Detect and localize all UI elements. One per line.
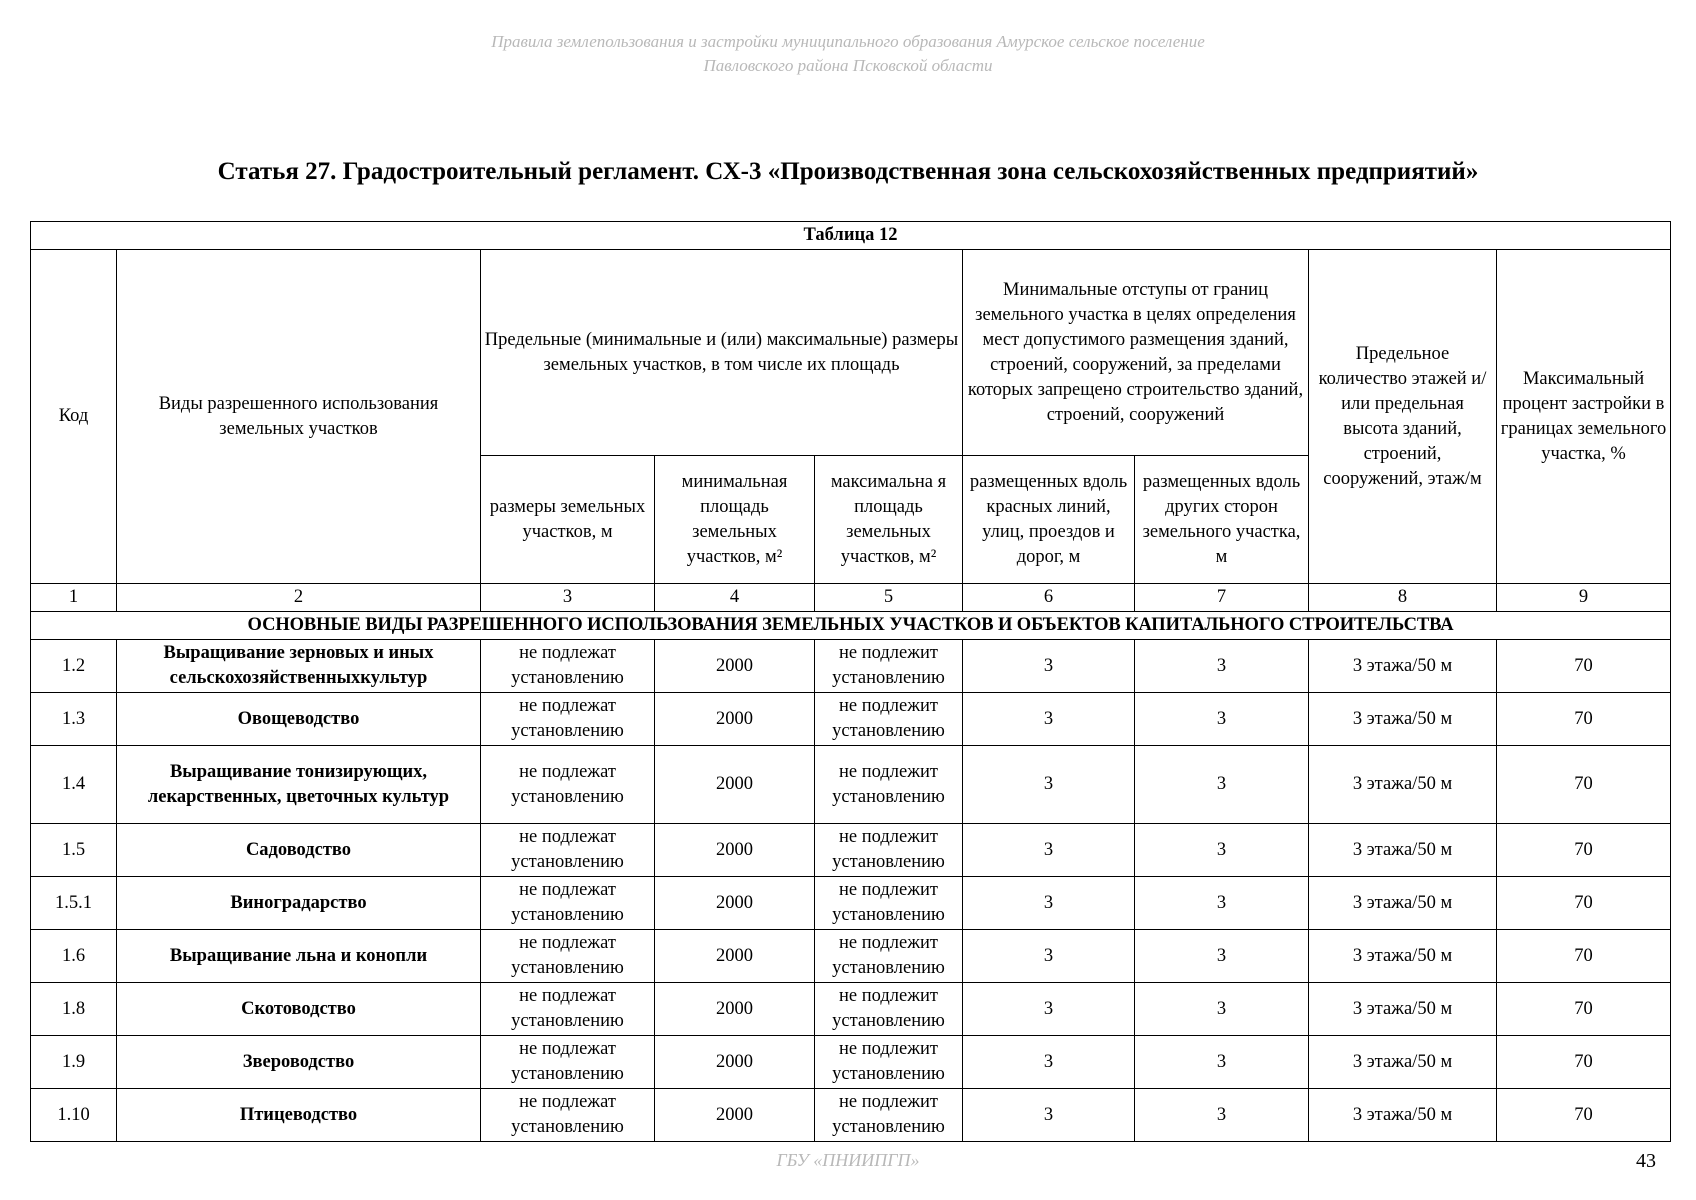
- row-code: 1.4: [31, 746, 117, 824]
- row-coverage: 70: [1497, 640, 1671, 693]
- row-code: 1.2: [31, 640, 117, 693]
- column-number: 6: [963, 584, 1135, 612]
- row-max-area: не подлежит установлению: [815, 824, 963, 877]
- row-code: 1.5.1: [31, 877, 117, 930]
- row-max-area: не подлежит установлению: [815, 1089, 963, 1142]
- row-coverage: 70: [1497, 983, 1671, 1036]
- row-use-name: Виноградарство: [117, 877, 481, 930]
- table-row: [31, 640, 1671, 693]
- row-code: 1.8: [31, 983, 117, 1036]
- row-max-area: не подлежит установлению: [815, 930, 963, 983]
- row-sizes: не подлежат установлению: [481, 693, 655, 746]
- row-setback-other: 3: [1135, 983, 1309, 1036]
- row-coverage: 70: [1497, 877, 1671, 930]
- row-floors: 3 этажа/50 м: [1309, 640, 1497, 693]
- header-code: Код: [31, 250, 117, 584]
- row-sizes: не подлежат установлению: [481, 983, 655, 1036]
- row-setback-red: 3: [963, 640, 1135, 693]
- table-row: [31, 1036, 1671, 1089]
- row-sizes: не подлежат установлению: [481, 746, 655, 824]
- row-code: 1.6: [31, 930, 117, 983]
- row-min-area: 2000: [655, 983, 815, 1036]
- row-coverage: 70: [1497, 746, 1671, 824]
- header-floors: Предельное количество этажей и/или предельная высота зданий, строений, сооружений, этаж/м: [1309, 250, 1497, 584]
- row-setback-red: 3: [963, 1036, 1135, 1089]
- row-use-name: Птицеводство: [117, 1089, 481, 1142]
- row-setback-other: 3: [1135, 693, 1309, 746]
- row-max-area: не подлежит установлению: [815, 1036, 963, 1089]
- row-min-area: 2000: [655, 746, 815, 824]
- row-setback-other: 3: [1135, 1036, 1309, 1089]
- row-min-area: 2000: [655, 824, 815, 877]
- row-code: 1.10: [31, 1089, 117, 1142]
- row-max-area: не подлежит установлению: [815, 693, 963, 746]
- row-use-name: Овощеводство: [117, 693, 481, 746]
- header-min-area: минимальная площадь земельных участков, м²: [655, 456, 815, 584]
- row-use-name: Звероводство: [117, 1036, 481, 1089]
- row-min-area: 2000: [655, 1089, 815, 1142]
- row-floors: 3 этажа/50 м: [1309, 824, 1497, 877]
- column-number: 7: [1135, 584, 1309, 612]
- row-setback-red: 3: [963, 983, 1135, 1036]
- row-setback-other: 3: [1135, 1089, 1309, 1142]
- row-floors: 3 этажа/50 м: [1309, 746, 1497, 824]
- table-row: [31, 824, 1671, 877]
- row-setback-red: 3: [963, 877, 1135, 930]
- row-coverage: 70: [1497, 1036, 1671, 1089]
- table-row: [31, 983, 1671, 1036]
- page-number: 43: [1636, 1150, 1656, 1172]
- row-coverage: 70: [1497, 693, 1671, 746]
- row-max-area: не подлежит установлению: [815, 983, 963, 1036]
- row-setback-red: 3: [963, 824, 1135, 877]
- row-setback-red: 3: [963, 746, 1135, 824]
- row-floors: 3 этажа/50 м: [1309, 930, 1497, 983]
- table-row: [31, 693, 1671, 746]
- row-sizes: не подлежат установлению: [481, 877, 655, 930]
- row-code: 1.9: [31, 1036, 117, 1089]
- row-coverage: 70: [1497, 930, 1671, 983]
- running-header-line-1: Правила землепользования и застройки муниципального образования Амурское сельское поселение: [491, 32, 1205, 51]
- column-number: 2: [117, 584, 481, 612]
- row-min-area: 2000: [655, 930, 815, 983]
- table-row: [31, 1089, 1671, 1142]
- row-use-name: Выращивание тонизирующих, лекарственных, цветочных культур: [117, 746, 481, 824]
- column-number: 3: [481, 584, 655, 612]
- row-min-area: 2000: [655, 693, 815, 746]
- row-use-name: Садоводство: [117, 824, 481, 877]
- row-sizes: не подлежат установлению: [481, 824, 655, 877]
- row-coverage: 70: [1497, 824, 1671, 877]
- row-floors: 3 этажа/50 м: [1309, 983, 1497, 1036]
- header-use-type: Виды разрешенного использования земельных участков: [117, 250, 481, 584]
- header-sizes: размеры земельных участков, м: [481, 456, 655, 584]
- footer-organization: ГБУ «ПНИИПГП»: [776, 1150, 920, 1170]
- row-use-name: Выращивание льна и конопли: [117, 930, 481, 983]
- row-max-area: не подлежит установлению: [815, 877, 963, 930]
- row-max-area: не подлежит установлению: [815, 746, 963, 824]
- row-setback-red: 3: [963, 693, 1135, 746]
- column-number: 9: [1497, 584, 1671, 612]
- row-code: 1.5: [31, 824, 117, 877]
- header-setback-group: Минимальные отступы от границ земельного участка в целях определения мест допустимого размещения зданий, строений, сооружений, за пределами которых запрещено строительство зданий, строений, сооружений: [963, 250, 1309, 456]
- header-row-1: [31, 250, 1671, 456]
- section-heading: ОСНОВНЫЕ ВИДЫ РАЗРЕШЕННОГО ИСПОЛЬЗОВАНИЯ ЗЕМЕЛЬНЫХ УЧАСТКОВ И ОБЪЕКТОВ КАПИТАЛЬНОГО СТРОИТЕЛЬСТВА: [31, 612, 1671, 640]
- header-max-area: максимальна я площадь земельных участков, м²: [815, 456, 963, 584]
- row-setback-other: 3: [1135, 824, 1309, 877]
- section-heading-row: [31, 612, 1671, 640]
- row-sizes: не подлежат установлению: [481, 930, 655, 983]
- row-sizes: не подлежат установлению: [481, 1089, 655, 1142]
- row-floors: 3 этажа/50 м: [1309, 1036, 1497, 1089]
- row-use-name: Скотоводство: [117, 983, 481, 1036]
- row-sizes: не подлежат установлению: [481, 640, 655, 693]
- row-setback-other: 3: [1135, 930, 1309, 983]
- row-coverage: 70: [1497, 1089, 1671, 1142]
- column-number: 5: [815, 584, 963, 612]
- row-min-area: 2000: [655, 877, 815, 930]
- row-code: 1.3: [31, 693, 117, 746]
- row-setback-other: 3: [1135, 877, 1309, 930]
- header-setback-other: размещенных вдоль других сторон земельного участка, м: [1135, 456, 1309, 584]
- column-number: 4: [655, 584, 815, 612]
- table-row: [31, 746, 1671, 824]
- row-floors: 3 этажа/50 м: [1309, 1089, 1497, 1142]
- row-floors: 3 этажа/50 м: [1309, 693, 1497, 746]
- row-sizes: не подлежат установлению: [481, 1036, 655, 1089]
- row-setback-red: 3: [963, 930, 1135, 983]
- row-floors: 3 этажа/50 м: [1309, 877, 1497, 930]
- table-row: [31, 877, 1671, 930]
- running-header-line-2: Павловского района Псковской области: [703, 56, 993, 75]
- header-limits-group: Предельные (минимальные и (или) максимальные) размеры земельных участков, в том числе их площадь: [481, 250, 963, 456]
- table-label-row: [31, 222, 1671, 250]
- row-max-area: не подлежит установлению: [815, 640, 963, 693]
- column-number: 8: [1309, 584, 1497, 612]
- header-setback-red: размещенных вдоль красных линий, улиц, проездов и дорог, м: [963, 456, 1135, 584]
- row-min-area: 2000: [655, 640, 815, 693]
- row-setback-red: 3: [963, 1089, 1135, 1142]
- row-use-name: Выращивание зерновых и иных сельскохозяйственныхкультур: [117, 640, 481, 693]
- header-coverage: Максимальный процент застройки в границах земельного участка, %: [1497, 250, 1671, 584]
- article-title: Статья 27. Градостроительный регламент. СХ-3 «Производственная зона сельскохозяйственных предприятий»: [217, 158, 1479, 185]
- row-setback-other: 3: [1135, 746, 1309, 824]
- column-number: 1: [31, 584, 117, 612]
- row-min-area: 2000: [655, 1036, 815, 1089]
- table-number-label: Таблица 12: [31, 222, 1671, 250]
- regulation-table: [30, 221, 1671, 1142]
- row-setback-other: 3: [1135, 640, 1309, 693]
- column-number-row: [31, 584, 1671, 612]
- table-row: [31, 930, 1671, 983]
